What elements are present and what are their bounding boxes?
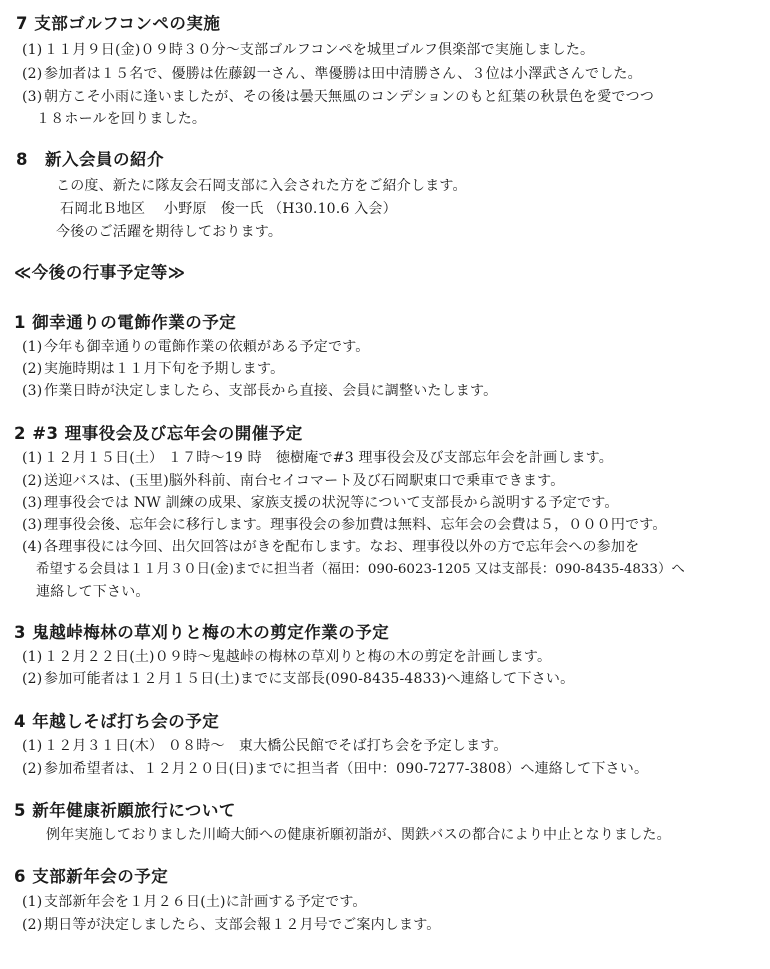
schedule-6-title: 6 支部新年会の予定 — [14, 867, 169, 886]
schedule-5-text: 例年実施しておりました川崎大師への健康祈願初詣が、関鉄バスの都合により中止となりました。 — [46, 827, 671, 843]
item-text: 今年も御幸通りの電飾作業の依頼がある予定です。 — [44, 339, 370, 355]
list-item — [22, 448, 613, 468]
item-number: (2) — [22, 761, 43, 777]
section-8-closing: 今後のご活躍を期待しております。 — [56, 224, 283, 240]
item-number: (4) — [22, 539, 43, 555]
item-text: 実施時期は１１月下旬を予期します。 — [44, 361, 285, 377]
list-item — [22, 759, 648, 779]
list-item — [22, 471, 564, 491]
continuation-text: 連絡して下さい。 — [36, 584, 150, 600]
item-number: (3) — [22, 517, 43, 533]
item-text: １２月３１日(木） ０８時～ 東大橋公民館でそば打ち会を予定します。 — [44, 738, 508, 754]
item-number: (1) — [22, 42, 43, 58]
item-number: (1) — [22, 450, 43, 466]
item-text: 送迎バスは、(玉里)脳外科前、南台セイコマート及び石岡駅東口で乗車できます。 — [44, 473, 565, 489]
item-number: (1) — [22, 738, 43, 754]
list-item — [22, 915, 440, 935]
continuation-text: 希望する会員は１１月３０日(金)までに担当者（福田：090-6023-1205 又は支部長：090-8435-4833）へ — [36, 562, 685, 577]
item-number: (2) — [22, 917, 43, 933]
item-text: 理事役会では NW 訓練の成果、家族支援の状況等について支部長から説明する予定です。 — [44, 495, 619, 511]
item-number: (1) — [22, 894, 43, 910]
item-number: (1) — [22, 649, 43, 665]
list-item — [22, 87, 654, 107]
list-item — [22, 359, 284, 379]
item-text: 朝方こそ小雨に逢いましたが、その後は曇天無風のコンデションのもと紅葉の秋景色を愛でつつ — [44, 89, 655, 105]
list-item — [22, 40, 594, 60]
item-number: (3) — [22, 383, 43, 399]
list-item — [22, 892, 367, 912]
item-number: (3) — [22, 495, 43, 511]
schedule-3-title: 3 鬼越峠梅林の草刈りと梅の木の剪定作業の予定 — [14, 623, 390, 642]
continuation-text: １８ホールを回りました。 — [36, 111, 207, 127]
item-number: (1) — [22, 339, 43, 355]
schedule-1-title: 1 御幸通りの電飾作業の予定 — [14, 313, 237, 332]
schedule-header: ≪今後の行事予定等≫ — [14, 263, 186, 282]
item-text: 作業日時が決定しましたら、支部長から直接、会員に調整いたします。 — [44, 383, 498, 399]
item-text: １２月２２日(土)０９時～鬼越峠の梅林の草刈りと梅の木の剪定を計画します。 — [44, 649, 552, 665]
list-item — [22, 337, 369, 357]
item-number: (2) — [22, 361, 43, 377]
section-7-title: 7 支部ゴルフコンペの実施 — [16, 14, 221, 33]
item-number: (2) — [22, 671, 43, 687]
new-member-entry: 石岡北Ｂ地区 小野原 俊一氏 （H30.10.6 入会） — [60, 201, 397, 217]
list-item — [22, 669, 574, 689]
item-number: (3) — [22, 89, 43, 105]
section-8-title: 8 新入会員の紹介 — [16, 150, 164, 169]
section-8-intro: この度、新たに隊友会石岡支部に入会された方をご紹介します。 — [56, 178, 467, 194]
schedule-4-title: 4 年越しそば打ち会の予定 — [14, 712, 220, 731]
list-item — [22, 381, 497, 401]
list-item — [22, 515, 667, 535]
item-text: 参加可能者は１２月１５日(土)までに支部長(090-8435-4833)へ連絡して下さい。 — [44, 671, 575, 687]
item-text: 理事役会後、忘年会に移行します。理事役会の参加費は無料、忘年会の会費は５，０００円です。 — [44, 517, 667, 533]
list-item — [22, 64, 642, 84]
item-text: １２月１５日(土） １７時～19 時 徳樹庵で#3 理事役会及び支部忘年会を計画します。 — [44, 450, 613, 466]
list-item — [22, 537, 639, 557]
list-item — [22, 493, 619, 513]
item-text: 支部新年会を１月２６日(土)に計画する予定です。 — [44, 894, 367, 910]
list-item — [22, 736, 508, 756]
schedule-2-title: 2 #3 理事役会及び忘年会の開催予定 — [14, 424, 303, 443]
item-text: 期日等が決定しましたら、支部会報１２月号でご案内します。 — [44, 917, 441, 933]
item-text: 参加希望者は、１２月２０日(日)までに担当者（田中：090-7277-3808）へ連絡して下さい。 — [44, 761, 649, 777]
item-number: (2) — [22, 66, 43, 82]
item-text: 参加者は１５名で、優勝は佐藤釼一さん、準優勝は田中清勝さん、３位は小澤武さんでした。 — [44, 66, 642, 82]
item-text: １１月９日(金)０９時３０分～支部ゴルフコンペを城里ゴルフ倶楽部で実施しました。 — [44, 42, 595, 58]
item-number: (2) — [22, 473, 43, 489]
schedule-5-title: 5 新年健康祈願旅行について — [14, 801, 236, 820]
item-text: 各理事役には今回、出欠回答はがきを配布します。なお、理事役以外の方で忘年会への参加を — [44, 539, 640, 555]
list-item — [22, 647, 551, 667]
